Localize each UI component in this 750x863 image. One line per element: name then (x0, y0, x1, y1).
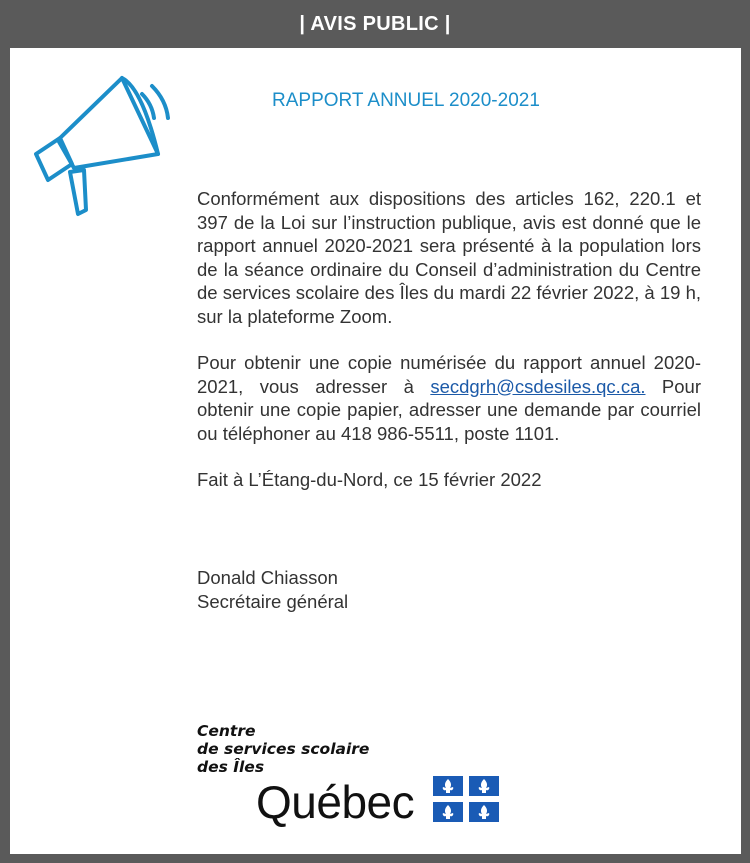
place-date: Fait à L’Étang-du-Nord, ce 15 février 2022 (197, 469, 542, 490)
notice-panel (10, 48, 741, 854)
logo-line-1: Centre (197, 722, 256, 740)
logo-line-2: de services scolaire (197, 740, 370, 758)
paragraph-articles: Conformément aux dispositions des articles 162, 220.1 et 397 de la Loi sur l’instruction publique, avis est donné que le rapport annuel 2020-2021 sera présenté à la population lors de la séance ordinaire du Conseil d’administration du Centre de services scolaire des Îles du mardi 22 février 2022, à 19 h, sur la plateforme Zoom. (197, 188, 701, 327)
signatory-role: Secrétaire général (197, 591, 349, 612)
quebec-flag-icon (433, 776, 499, 822)
paragraph-copy-intro: Pour obtenir une copie numérisée du rapport annuel 2020-2021, vous adresser à (197, 352, 701, 397)
email-link[interactable]: secdgrh@csdesiles.qc.ca. (430, 375, 646, 397)
megaphone-icon (24, 74, 194, 224)
signature-block (197, 566, 348, 614)
quebec-wordmark: Québec (256, 776, 415, 828)
report-title: RAPPORT ANNUEL 2020-2021 (272, 90, 540, 111)
notice-body (197, 187, 701, 492)
logo-line-3: des Îles (197, 758, 265, 776)
cssi-logo (197, 722, 369, 776)
header-bar (0, 0, 750, 48)
signatory-name: Donald Chiasson (197, 567, 338, 588)
header-title: | AVIS PUBLIC | (299, 12, 451, 35)
paragraph-copy (197, 351, 701, 445)
paragraph-copy-rest: Pour obtenir une copie papier, adresser une demande par courriel ou téléphoner au 418 986-5511, poste 1101. (197, 375, 701, 444)
